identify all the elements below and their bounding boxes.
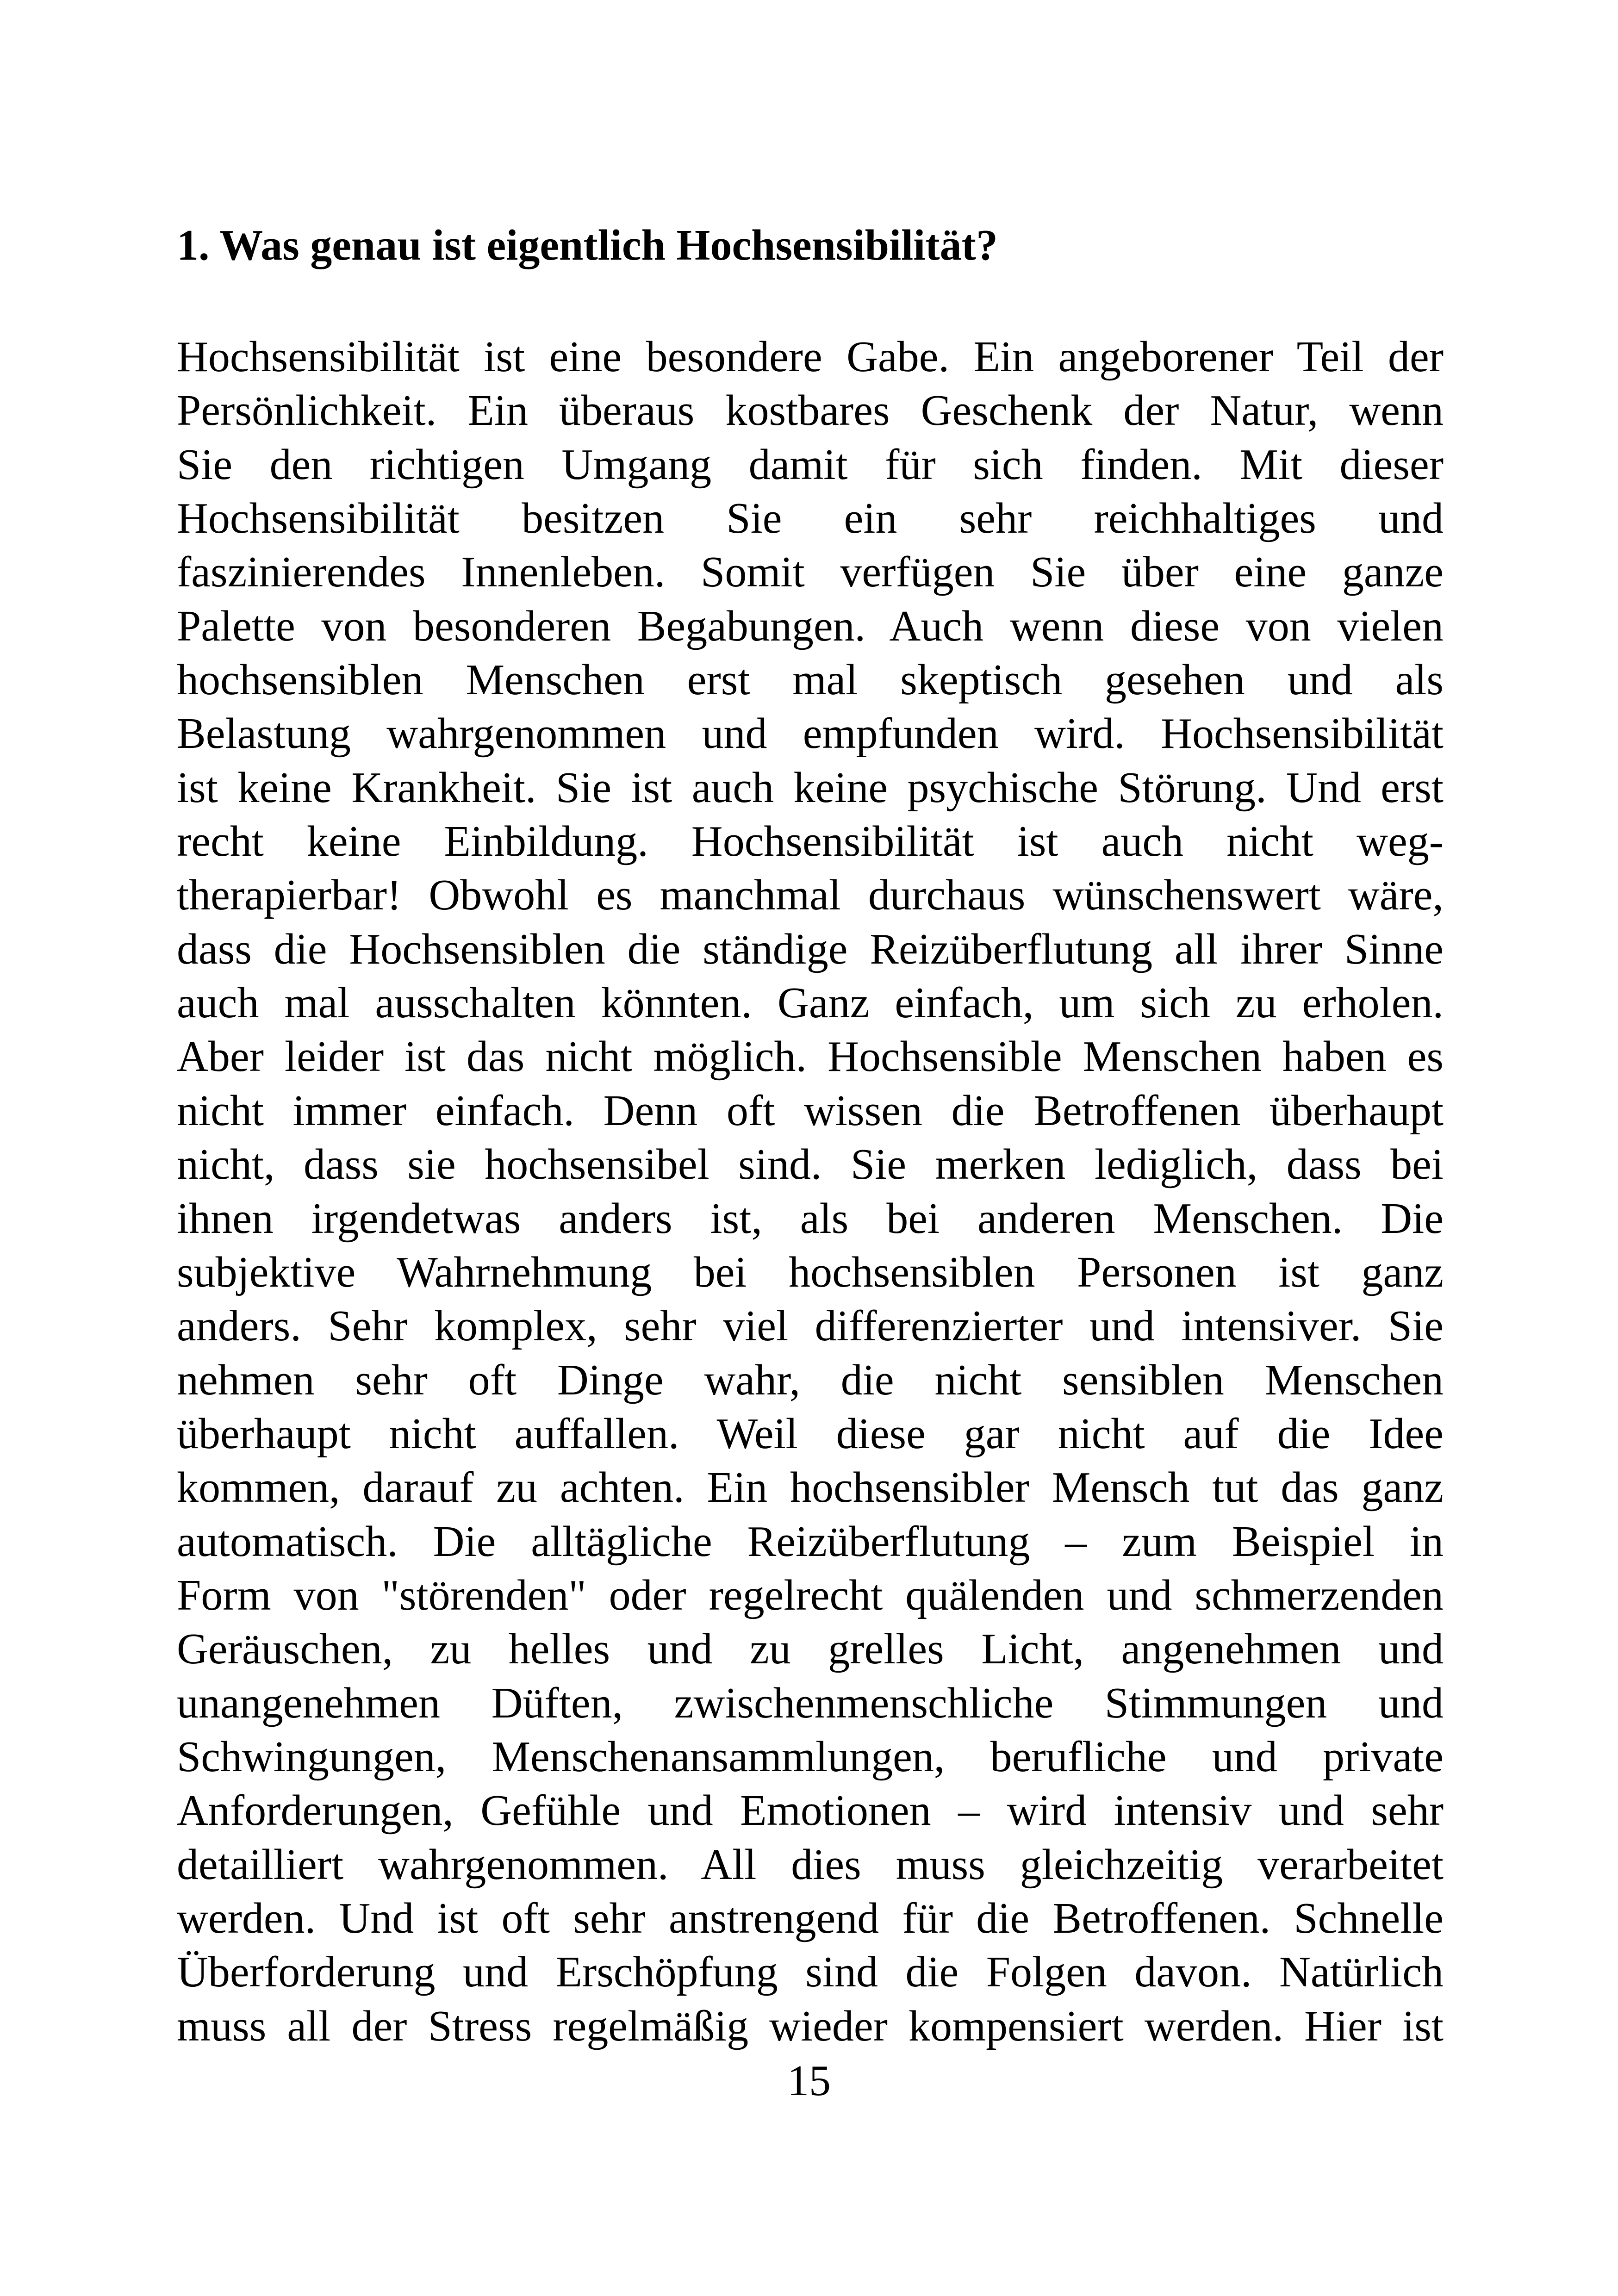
text-line: detailliert wahrgenommen. All dies muss gleichzeitig verarbeitet <box>177 1840 1444 1889</box>
text-line: muss all der Stress regelmäßig wieder kompensiert werden. Hier ist <box>177 2002 1444 2050</box>
text-line: Überforderung und Erschöpfung sind die Folgen davon. Natürlich <box>177 1948 1444 1997</box>
text-line: anders. Sehr komplex, sehr viel differenzierter und intensiver. Sie <box>177 1302 1444 1350</box>
text-line: unangenehmen Düften, zwischenmenschliche Stimmungen und <box>177 1679 1444 1727</box>
text-line: Form von "störenden" oder regelrecht quälenden und schmerzenden <box>177 1571 1444 1619</box>
chapter-heading: 1. Was genau ist eigentlich Hochsensibilität? <box>177 221 998 269</box>
text-line: subjektive Wahrnehmung bei hochsensiblen Personen ist ganz <box>177 1248 1444 1296</box>
text-line: Hochsensibilität ist eine besondere Gabe. Ein angeborener Teil der <box>177 333 1444 381</box>
page-number: 15 <box>787 2057 831 2105</box>
text-line: faszinierendes Innenleben. Somit verfügen Sie über eine ganze <box>177 548 1444 597</box>
text-line: hochsensiblen Menschen erst mal skeptisch gesehen und als <box>177 656 1444 704</box>
text-line: überhaupt nicht auffallen. Weil diese gar nicht auf die Idee <box>177 1409 1444 1458</box>
text-line: werden. Und ist oft sehr anstrengend für die Betroffenen. Schnelle <box>177 1894 1444 1942</box>
text-line: Palette von besonderen Begabungen. Auch wenn diese von vielen <box>177 602 1444 650</box>
text-line: nicht immer einfach. Denn oft wissen die Betroffenen überhaupt <box>177 1086 1444 1135</box>
text-line: nicht, dass sie hochsensibel sind. Sie merken lediglich, dass bei <box>177 1140 1444 1189</box>
text-line: Sie den richtigen Umgang damit für sich finden. Mit dieser <box>177 440 1444 489</box>
text-line: Anforderungen, Gefühle und Emotionen – wird intensiv und sehr <box>177 1786 1444 1835</box>
text-line: dass die Hochsensiblen die ständige Reizüberflutung all ihrer Sinne <box>177 925 1444 973</box>
text-line: automatisch. Die alltägliche Reizüberflutung – zum Beispiel in <box>177 1517 1444 1566</box>
text-line: Hochsensibilität besitzen Sie ein sehr reichhaltiges und <box>177 494 1444 543</box>
text-line: ihnen irgendetwas anders ist, als bei anderen Menschen. Die <box>177 1194 1444 1243</box>
text-line: Belastung wahrgenommen und empfunden wird. Hochsensibilität <box>177 709 1444 758</box>
text-line: Aber leider ist das nicht möglich. Hochsensible Menschen haben es <box>177 1033 1444 1081</box>
text-line: recht keine Einbildung. Hochsensibilität ist auch nicht weg- <box>177 817 1444 866</box>
text-line: Geräuschen, zu helles und zu grelles Licht, angenehmen und <box>177 1625 1444 1674</box>
text-line: Schwingungen, Menschenansammlungen, berufliche und private <box>177 1732 1444 1781</box>
body-paragraph <box>177 330 1444 2053</box>
text-line: kommen, darauf zu achten. Ein hochsensibler Mensch tut das ganz <box>177 1463 1444 1512</box>
text-line: nehmen sehr oft Dinge wahr, die nicht sensiblen Menschen <box>177 1356 1444 1404</box>
text-line: auch mal ausschalten könnten. Ganz einfach, um sich zu erholen. <box>177 979 1444 1027</box>
text-line: Persönlichkeit. Ein überaus kostbares Geschenk der Natur, wenn <box>177 386 1444 435</box>
text-line: therapierbar! Obwohl es manchmal durchaus wünschenswert wäre, <box>177 871 1444 920</box>
text-line: ist keine Krankheit. Sie ist auch keine psychische Störung. Und erst <box>177 763 1444 812</box>
